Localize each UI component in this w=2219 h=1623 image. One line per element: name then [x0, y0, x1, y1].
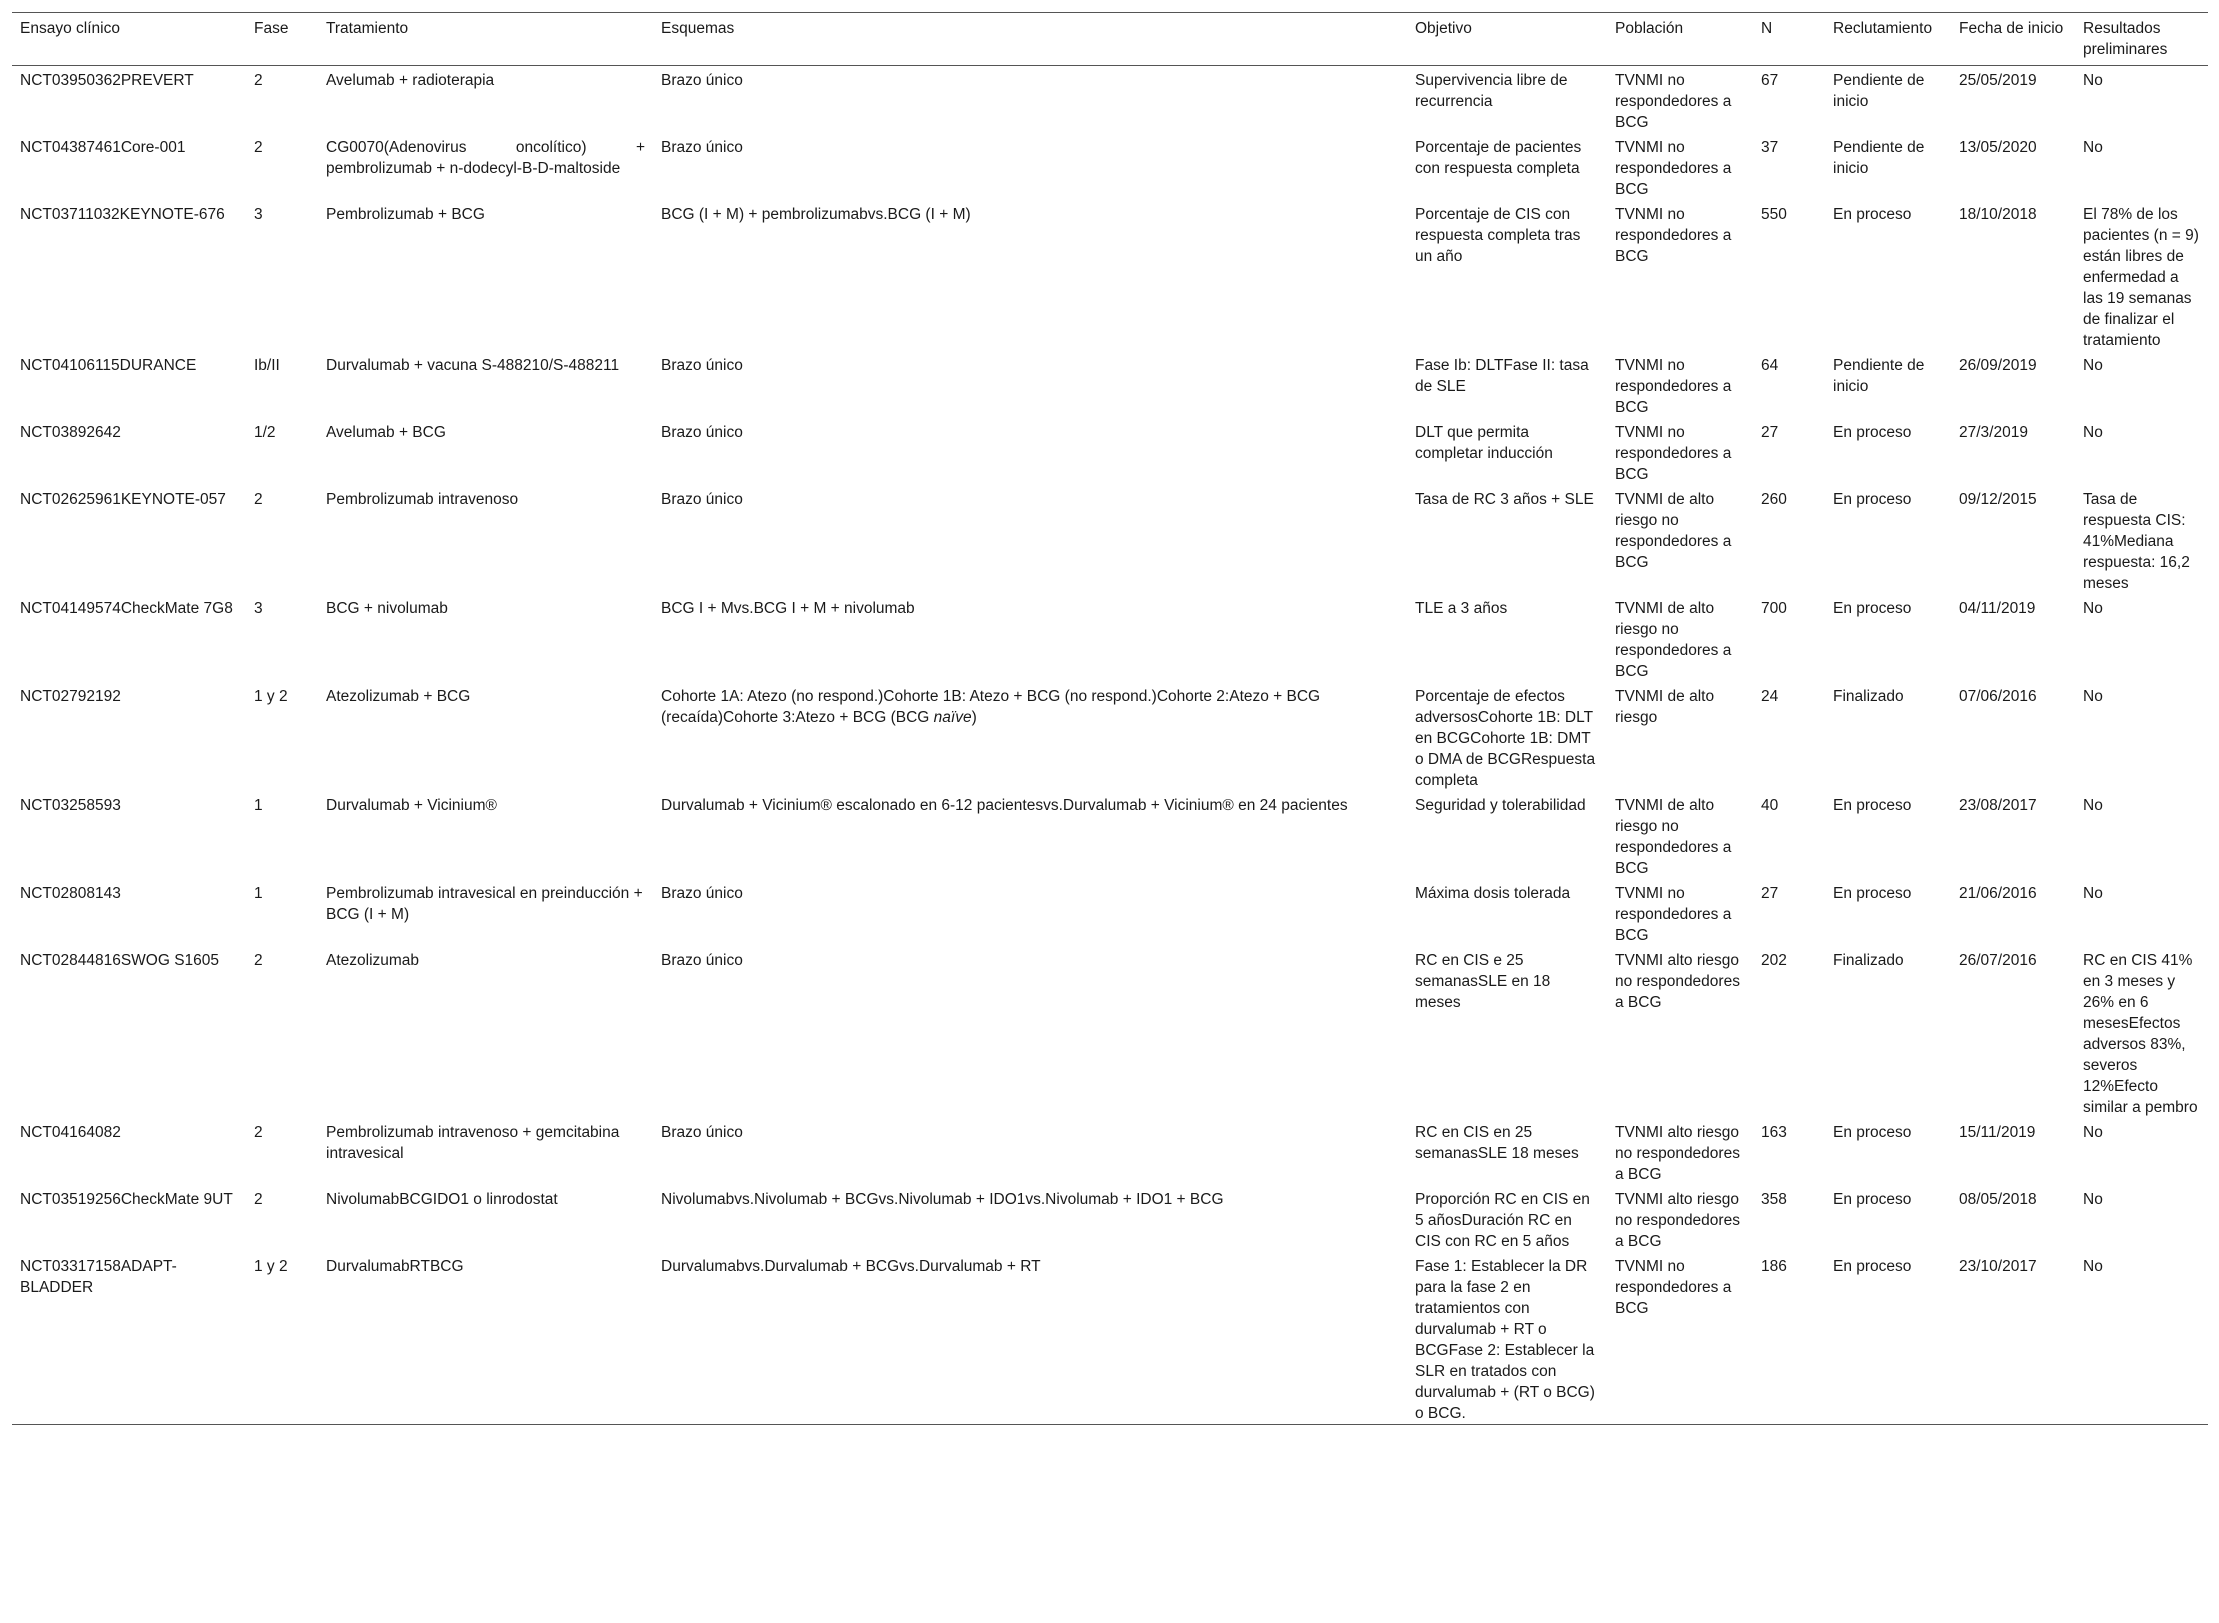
- cell-fase: 2: [254, 1124, 263, 1141]
- cell-esquemas: Brazo único: [661, 885, 743, 902]
- cell-objetivo: Máxima dosis tolerada: [1415, 885, 1571, 902]
- cell-fecha: 15/11/2019: [1959, 1124, 2036, 1141]
- header-tratamiento: Tratamiento: [326, 20, 409, 37]
- cell-resultados: No: [2083, 72, 2103, 89]
- cell-poblacion: TVNMI de alto riesgo no respondedores a BCG: [1615, 491, 1732, 571]
- cell-objetivo: Porcentaje de efectos adversosCohorte 1B: DLT en BCGCohorte 1B: DMT o DMA de BCGRespuesta completa: [1415, 688, 1596, 789]
- table-header: [12, 13, 2208, 66]
- cell-reclutamiento: Pendiente de inicio: [1833, 357, 1925, 395]
- cell-resultados: El 78% de los pacientes (n = 9) están libres de enfermedad a las 19 semanas de finalizar el tratamiento: [2083, 206, 2199, 349]
- header-reclutamiento: Reclutamiento: [1833, 20, 1933, 37]
- cell-n: 260: [1761, 491, 1787, 508]
- cell-objetivo: DLT que permita completar inducción: [1415, 424, 1553, 462]
- cell-esquemas: BCG (I + M) + pembrolizumabvs.BCG (I + M): [661, 206, 971, 223]
- cell-ensayo: NCT02808143: [20, 885, 121, 902]
- cell-ensayo: NCT03892642: [20, 424, 121, 441]
- cell-ensayo: NCT02792192: [20, 688, 121, 705]
- table-row: [12, 594, 2208, 682]
- header-esquemas: Esquemas: [661, 20, 735, 37]
- cell-fecha: 27/3/2019: [1959, 424, 2028, 441]
- cell-objetivo: RC en CIS e 25 semanasSLE en 18 meses: [1415, 952, 1551, 1011]
- table-row: [12, 1118, 2208, 1185]
- cell-tratamiento: Pembrolizumab intravenoso + gemcitabina intravesical: [326, 1124, 620, 1162]
- cell-n: 186: [1761, 1258, 1787, 1275]
- cell-fase: 2: [254, 139, 263, 156]
- cell-tratamiento: BCG + nivolumab: [326, 600, 448, 617]
- cell-ensayo: NCT02625961KEYNOTE-057: [20, 491, 226, 508]
- clinical-trials-table-container: [12, 12, 2208, 1425]
- cell-fecha: 26/09/2019: [1959, 357, 2037, 374]
- cell-ensayo: NCT03519256CheckMate 9UT: [20, 1191, 233, 1208]
- cell-objetivo: RC en CIS en 25 semanasSLE 18 meses: [1415, 1124, 1579, 1162]
- cell-tratamiento: Atezolizumab + BCG: [326, 688, 471, 705]
- cell-poblacion: TVNMI de alto riesgo no respondedores a BCG: [1615, 797, 1732, 877]
- cell-ensayo: NCT04149574CheckMate 7G8: [20, 600, 233, 617]
- cell-fase: 3: [254, 600, 263, 617]
- cell-poblacion: TVNMI no respondedores a BCG: [1615, 72, 1732, 131]
- cell-poblacion: TVNMI alto riesgo no respondedores a BCG: [1615, 952, 1740, 1011]
- header-poblacion: Población: [1615, 20, 1684, 37]
- cell-n: 27: [1761, 424, 1779, 441]
- cell-ensayo: NCT02844816SWOG S1605: [20, 952, 220, 969]
- cell-objetivo: Seguridad y tolerabilidad: [1415, 797, 1586, 814]
- cell-poblacion: TVNMI no respondedores a BCG: [1615, 424, 1732, 483]
- cell-tratamiento: CG0070(Adenovirus oncolítico) + pembrolizumab + n-dodecyl-B-D-maltoside: [326, 139, 645, 177]
- table-row: [12, 791, 2208, 879]
- cell-esquemas: Durvalumab + Vicinium® escalonado en 6-12 pacientesvs.Durvalumab + Vicinium® en 24 pacientes: [661, 797, 1348, 814]
- cell-reclutamiento: En proceso: [1833, 424, 1912, 441]
- cell-n: 550: [1761, 206, 1787, 223]
- cell-esquemas: Brazo único: [661, 139, 743, 156]
- cell-objetivo: Proporción RC en CIS en 5 añosDuración RC en CIS con RC en 5 años: [1415, 1191, 1590, 1250]
- cell-objetivo: Fase Ib: DLTFase II: tasa de SLE: [1415, 357, 1589, 395]
- esquemas-text: Cohorte 1A: Atezo (no respond.)Cohorte 1B: Atezo + BCG (no respond.)Cohorte 2:Atezo + BCG (recaída)Cohorte 3:Atezo + BCG (BCG: [661, 688, 1321, 726]
- cell-n: 163: [1761, 1124, 1787, 1141]
- cell-fase: Ib/II: [254, 357, 280, 374]
- cell-n: 37: [1761, 139, 1779, 156]
- cell-objetivo: Porcentaje de pacientes con respuesta completa: [1415, 139, 1582, 177]
- cell-objetivo: Supervivencia libre de recurrencia: [1415, 72, 1568, 110]
- cell-reclutamiento: En proceso: [1833, 885, 1912, 902]
- cell-esquemas: Brazo único: [661, 1124, 743, 1141]
- cell-poblacion: TVNMI alto riesgo no respondedores a BCG: [1615, 1124, 1740, 1183]
- cell-fase: 2: [254, 491, 263, 508]
- table-row: [12, 682, 2208, 791]
- cell-reclutamiento: En proceso: [1833, 1191, 1912, 1208]
- cell-ensayo: NCT04387461Core-001: [20, 139, 186, 156]
- cell-reclutamiento: Finalizado: [1833, 688, 1904, 705]
- cell-fase: 1: [254, 797, 263, 814]
- cell-tratamiento: Avelumab + radioterapia: [326, 72, 495, 89]
- esquemas-italic-text: naïve: [933, 709, 972, 726]
- table-row: [12, 879, 2208, 946]
- cell-resultados: No: [2083, 424, 2103, 441]
- cell-reclutamiento: Finalizado: [1833, 952, 1904, 969]
- cell-ensayo: NCT03317158ADAPT-BLADDER: [20, 1258, 177, 1296]
- header-fase: Fase: [254, 20, 289, 37]
- cell-tratamiento: Pembrolizumab + BCG: [326, 206, 485, 223]
- cell-objetivo: TLE a 3 años: [1415, 600, 1508, 617]
- cell-esquemas: [653, 682, 1407, 791]
- cell-objetivo: Tasa de RC 3 años + SLE: [1415, 491, 1594, 508]
- cell-ensayo: NCT04106115DURANCE: [20, 357, 197, 374]
- cell-esquemas: Brazo único: [661, 491, 743, 508]
- cell-tratamiento: Durvalumab + vacuna S-488210/S-488211: [326, 357, 620, 374]
- cell-fase: 1 y 2: [254, 1258, 288, 1275]
- cell-fecha: 04/11/2019: [1959, 600, 2036, 617]
- cell-esquemas: Brazo único: [661, 357, 743, 374]
- cell-poblacion: TVNMI no respondedores a BCG: [1615, 139, 1732, 198]
- cell-reclutamiento: En proceso: [1833, 206, 1912, 223]
- table-row: [12, 200, 2208, 351]
- cell-fase: 1/2: [254, 424, 276, 441]
- cell-poblacion: TVNMI no respondedores a BCG: [1615, 1258, 1732, 1317]
- cell-reclutamiento: En proceso: [1833, 1258, 1912, 1275]
- cell-resultados: No: [2083, 139, 2103, 156]
- cell-fecha: 13/05/2020: [1959, 139, 2037, 156]
- cell-poblacion: TVNMI no respondedores a BCG: [1615, 885, 1732, 944]
- cell-poblacion: TVNMI de alto riesgo no respondedores a BCG: [1615, 600, 1732, 680]
- cell-reclutamiento: En proceso: [1833, 491, 1912, 508]
- cell-poblacion: TVNMI alto riesgo no respondedores a BCG: [1615, 1191, 1740, 1250]
- cell-n: 27: [1761, 885, 1779, 902]
- cell-esquemas: Brazo único: [661, 952, 743, 969]
- cell-fecha: 18/10/2018: [1959, 206, 2037, 223]
- clinical-trials-table: [12, 12, 2208, 1425]
- cell-n: 67: [1761, 72, 1779, 89]
- cell-esquemas: BCG I + Mvs.BCG I + M + nivolumab: [661, 600, 915, 617]
- cell-resultados: No: [2083, 1124, 2103, 1141]
- cell-resultados: No: [2083, 885, 2103, 902]
- cell-resultados: No: [2083, 1258, 2103, 1275]
- cell-fase: 1: [254, 885, 263, 902]
- cell-fecha: 09/12/2015: [1959, 491, 2037, 508]
- table-row: [12, 66, 2208, 134]
- cell-ensayo: NCT03258593: [20, 797, 121, 814]
- esquemas-closing-text: ): [971, 709, 977, 726]
- cell-objetivo: Fase 1: Establecer la DR para la fase 2 en tratamientos con durvalumab + RT o BCGFase 2: Establecer la SLR en tratados con durvalumab + (RT o BCG) o BCG.: [1415, 1258, 1595, 1422]
- cell-poblacion: TVNMI no respondedores a BCG: [1615, 206, 1732, 265]
- cell-resultados: No: [2083, 688, 2103, 705]
- cell-n: 40: [1761, 797, 1779, 814]
- header-n: N: [1761, 20, 1773, 37]
- cell-resultados: No: [2083, 1191, 2103, 1208]
- cell-ensayo: NCT04164082: [20, 1124, 121, 1141]
- cell-fecha: 25/05/2019: [1959, 72, 2037, 89]
- cell-n: 202: [1761, 952, 1787, 969]
- cell-fase: 2: [254, 952, 263, 969]
- cell-tratamiento: Atezolizumab: [326, 952, 420, 969]
- table-row: [12, 133, 2208, 200]
- cell-tratamiento: Durvalumab + Vicinium®: [326, 797, 497, 814]
- cell-fase: 2: [254, 72, 263, 89]
- header-row: [12, 13, 2208, 66]
- cell-fase: 1 y 2: [254, 688, 288, 705]
- cell-n: 24: [1761, 688, 1779, 705]
- cell-fecha: 26/07/2016: [1959, 952, 2037, 969]
- cell-reclutamiento: En proceso: [1833, 797, 1912, 814]
- cell-reclutamiento: Pendiente de inicio: [1833, 139, 1925, 177]
- cell-tratamiento: Pembrolizumab intravesical en preinducción + BCG (I + M): [326, 885, 643, 923]
- cell-n: 700: [1761, 600, 1787, 617]
- cell-resultados: Tasa de respuesta CIS: 41%Mediana respuesta: 16,2 meses: [2083, 491, 2190, 592]
- cell-fase: 3: [254, 206, 263, 223]
- cell-n: 358: [1761, 1191, 1787, 1208]
- cell-esquemas: Brazo único: [661, 72, 743, 89]
- cell-ensayo: NCT03950362PREVERT: [20, 72, 194, 89]
- table-body: [12, 66, 2208, 1425]
- cell-esquemas: Brazo único: [661, 424, 743, 441]
- table-row: [12, 946, 2208, 1118]
- cell-poblacion: TVNMI de alto riesgo: [1615, 688, 1715, 726]
- table-row: [12, 1185, 2208, 1252]
- cell-fecha: 23/10/2017: [1959, 1258, 2037, 1275]
- header-fecha: Fecha de inicio: [1959, 20, 2064, 37]
- cell-tratamiento: DurvalumabRTBCG: [326, 1258, 464, 1275]
- cell-resultados: No: [2083, 600, 2103, 617]
- table-row: [12, 1252, 2208, 1425]
- cell-reclutamiento: Pendiente de inicio: [1833, 72, 1925, 110]
- cell-tratamiento: Avelumab + BCG: [326, 424, 446, 441]
- cell-objetivo: Porcentaje de CIS con respuesta completa tras un año: [1415, 206, 1581, 265]
- cell-reclutamiento: En proceso: [1833, 1124, 1912, 1141]
- cell-fecha: 07/06/2016: [1959, 688, 2037, 705]
- table-row: [12, 485, 2208, 594]
- cell-resultados: No: [2083, 797, 2103, 814]
- cell-ensayo: NCT03711032KEYNOTE-676: [20, 206, 225, 223]
- cell-fase: 2: [254, 1191, 263, 1208]
- cell-fecha: 21/06/2016: [1959, 885, 2037, 902]
- table-row: [12, 418, 2208, 485]
- header-ensayo: Ensayo clínico: [20, 20, 120, 37]
- cell-tratamiento: Pembrolizumab intravenoso: [326, 491, 519, 508]
- cell-esquemas: Nivolumabvs.Nivolumab + BCGvs.Nivolumab + IDO1vs.Nivolumab + IDO1 + BCG: [661, 1191, 1224, 1208]
- cell-fecha: 23/08/2017: [1959, 797, 2037, 814]
- header-resultados: Resultados preliminares: [2083, 20, 2168, 58]
- cell-resultados: No: [2083, 357, 2103, 374]
- cell-poblacion: TVNMI no respondedores a BCG: [1615, 357, 1732, 416]
- header-objetivo: Objetivo: [1415, 20, 1472, 37]
- cell-reclutamiento: En proceso: [1833, 600, 1912, 617]
- cell-fecha: 08/05/2018: [1959, 1191, 2037, 1208]
- cell-resultados: RC en CIS 41% en 3 meses y 26% en 6 mesesEfectos adversos 83%, severos 12%Efecto similar a pembro: [2083, 952, 2198, 1116]
- table-row: [12, 351, 2208, 418]
- cell-esquemas: Durvalumabvs.Durvalumab + BCGvs.Durvalumab + RT: [661, 1258, 1041, 1275]
- cell-tratamiento: NivolumabBCGIDO1 o linrodostat: [326, 1191, 558, 1208]
- cell-n: 64: [1761, 357, 1779, 374]
